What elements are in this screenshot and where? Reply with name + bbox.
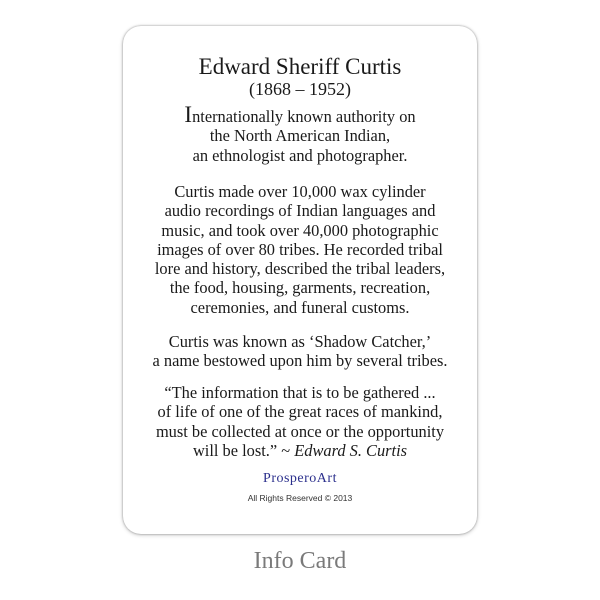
life-dates: (1868 – 1952) <box>249 79 351 99</box>
intro-line: the North American Indian, <box>209 126 391 146</box>
copyright-notice: All Rights Reserved © 2013 <box>247 493 353 503</box>
drop-cap: I <box>184 102 193 127</box>
work-line: ceremonies, and funeral customs. <box>190 297 410 317</box>
intro-first-line-text: nternationally known authority on <box>192 107 416 126</box>
work-line: lore and history, described the tribal leaders, <box>154 259 446 279</box>
prospero-art-logo: ProsperoArt <box>263 471 337 486</box>
quote-line: of life of one of the great races of mankind, <box>157 402 443 422</box>
image-caption: Info Card <box>253 548 347 574</box>
work-line: the food, housing, garments, recreation, <box>169 278 431 298</box>
nickname-line: a name bestowed upon him by several tribes. <box>152 351 448 371</box>
work-line: music, and took over 40,000 photographic <box>161 220 439 240</box>
intro-paragraph <box>123 102 477 165</box>
quote-paragraph <box>123 383 477 460</box>
intro-line: an ethnologist and photographer. <box>192 145 408 165</box>
quote-line: must be collected at once or the opportunity <box>155 421 445 441</box>
quote-line <box>123 441 477 460</box>
card-title: Edward Sheriff Curtis <box>198 54 402 79</box>
quote-last-line-text: will be lost.” ~ <box>192 440 295 460</box>
work-line: images of over 80 tribes. He recorded tribal <box>157 239 443 259</box>
info-card <box>123 26 477 534</box>
intro-line <box>123 102 477 127</box>
work-paragraph <box>123 182 477 317</box>
nickname-paragraph <box>123 332 477 371</box>
quote-attribution: Edward S. Curtis <box>294 440 408 460</box>
nickname-line: Curtis was known as ‘Shadow Catcher,’ <box>168 332 432 351</box>
quote-line: “The information that is to be gathered ... <box>164 383 436 402</box>
work-line: Curtis made over 10,000 wax cylinder <box>174 182 426 201</box>
work-line: audio recordings of Indian languages and <box>164 201 436 221</box>
